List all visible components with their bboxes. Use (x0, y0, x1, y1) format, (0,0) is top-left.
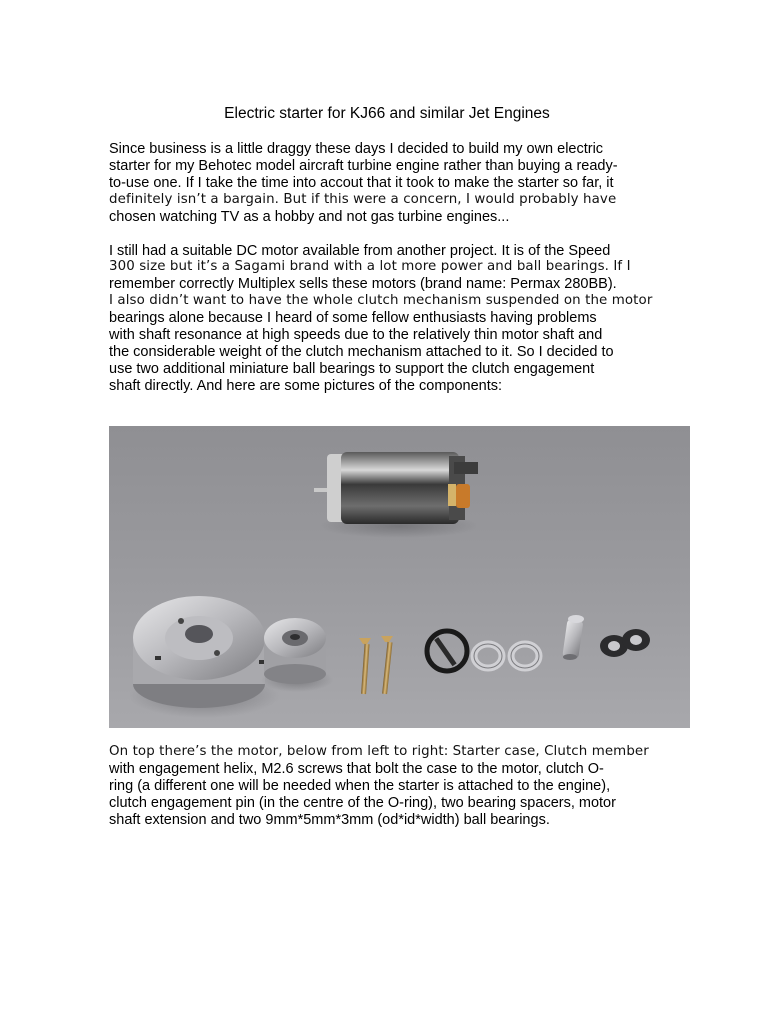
photo-caption (109, 744, 669, 829)
caption-line: On top there’s the motor, below from left to right: Starter case, Clutch member (109, 744, 649, 759)
caption-line: clutch engagement pin (in the centre of the O-ring), two bearing spacers, motor (109, 794, 616, 811)
clutch-member (261, 618, 333, 692)
paragraph-line: with shaft resonance at high speeds due to the relatively thin motor shaft and (109, 327, 603, 344)
paragraph-line: starter for my Behotec model aircraft turbine engine rather than buying a ready- (109, 157, 618, 174)
caption-line: with engagement helix, M2.6 screws that bolt the case to the motor, clutch O- (109, 760, 604, 777)
paragraph-line: the considerable weight of the clutch mechanism attached to it. So I decided to (109, 343, 614, 360)
caption-line: shaft extension and two 9mm*5mm*3mm (od*id*width) ball bearings. (109, 811, 550, 828)
page-title: Electric starter for KJ66 and similar Jet Engines (224, 105, 550, 122)
paragraph-line: bearings alone because I heard of some fellow enthusiasts having problems (109, 310, 597, 327)
paragraph-line: I still had a suitable DC motor available from another project. It is of the Speed (109, 242, 611, 259)
paragraph-line: shaft directly. And here are some pictures of the components: (109, 377, 503, 394)
paragraph-line: 300 size but it’s a Sagami brand with a lot more power and ball bearings. If I (109, 259, 631, 275)
paragraph-line: to-use one. If I take the time into accout that it took to make the starter so far, it (109, 174, 614, 191)
paragraph-line: I also didn’t want to have the whole clutch mechanism suspended on the motor (109, 293, 653, 309)
document-body (109, 104, 659, 395)
motor-paragraph (109, 243, 659, 395)
paragraph-line: remember correctly Multiplex sells these motors (brand name: Permax 280BB). (109, 276, 617, 293)
caption-paragraph (109, 744, 669, 829)
paragraph-spacer (109, 226, 659, 243)
caption-line: ring (a different one will be needed when the starter is attached to the engine), (109, 777, 611, 794)
paragraph-line: chosen watching TV as a hobby and not gas turbine engines... (109, 208, 510, 225)
paragraph-line: Since business is a little draggy these days I decided to build my own electric (109, 141, 604, 157)
dc-motor (314, 452, 479, 538)
components-photo (109, 426, 690, 728)
paragraph-line: definitely isn’t a bargain. But if this were a concern, I would probably have (109, 191, 617, 207)
paragraph-line: use two additional miniature ball bearings to support the clutch engagement (109, 360, 595, 377)
intro-paragraph (109, 141, 659, 226)
